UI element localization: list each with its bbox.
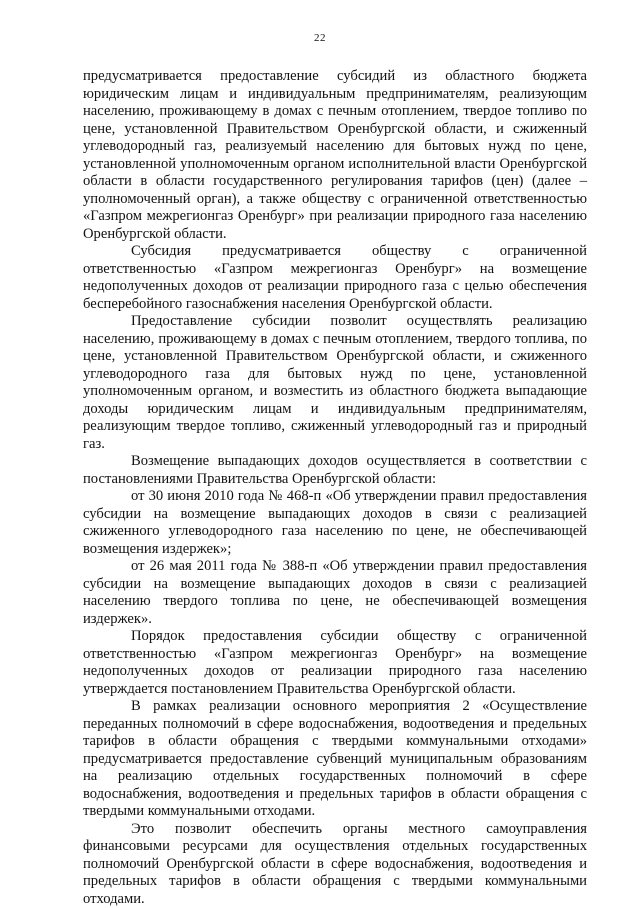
document-body [83,68,587,908]
paragraph: Субсидия предусматривается обществу с ограниченной ответственностью «Газпром межрегионгаз Оренбург» на возмещение недополученных доходов от реализации природного газа с целью обеспечения бесперебойного газоснабжения населения Оренбургской области. [83,243,587,313]
paragraph: Предоставление субсидии позволит осуществлять реализацию населению, проживающему в домах с печным отоплением, твердого топлива, по цене, установленной Правительством Оренбургской области, и сжиженного углеводородного газа для бытовых нужд по цене, установленной уполномоченным органом, и возместить из областного бюджета выпадающие доходы юридическим лицам и индивидуальным предпринимателям, реализующим твердое топливо, сжиженный углеводородный газ и природный газ. [83,313,587,453]
paragraph: от 26 мая 2011 года № 388-п «Об утверждении правил предоставления субсидии на возмещение выпадающих доходов в связи с реализацией населению твердого топлива по цене, не обеспечивающей возмещения издержек». [83,558,587,628]
page-number: 22 [0,32,640,44]
paragraph: В рамках реализации основного мероприятия 2 «Осуществление переданных полномочий в сфере водоснабжения, водоотведения и предельных тарифов в области обращения с твердыми коммунальными отходами» предусматривается предоставление субвенций муниципальным образованиям на реализацию отдельных государственных полномочий в сфере водоснабжения, водоотведения и предельных тарифов в области обращения с твердыми коммунальными отходами. [83,698,587,821]
paragraph: Это позволит обеспечить органы местного самоуправления финансовыми ресурсами для осуществления отдельных государственных полномочий Оренбургской области в сфере водоснабжения, водоотведения и предельных тарифов в области обращения с твердыми коммунальными отходами. [83,821,587,908]
paragraph: предусматривается предоставление субсидий из областного бюджета юридическим лицам и индивидуальным предпринимателям, реализующим населению, проживающему в домах с печным отоплением, твердое топливо по цене, установленной Правительством Оренбургской области, и сжиженный углеводородный газ, реализуемый населению для бытовых нужд по цене, установленной уполномоченным органом исполнительной власти Оренбургской области в области государственного регулирования тарифов (цен) (далее – уполномоченный орган), а также обществу с ограниченной ответственностью «Газпром межрегионгаз Оренбург» при реализации природного газа населению Оренбургской области. [83,68,587,243]
paragraph: Возмещение выпадающих доходов осуществляется в соответствии с постановлениями Правительства Оренбургской области: [83,453,587,488]
paragraph: от 30 июня 2010 года № 468-п «Об утверждении правил предоставления субсидии на возмещение выпадающих доходов в связи с реализацией сжиженного углеводородного газа населению по цене, не обеспечивающей возмещения издержек»; [83,488,587,558]
paragraph: Порядок предоставления субсидии обществу с ограниченной ответственностью «Газпром межрегионгаз Оренбург» на возмещение недополученных доходов от реализации природного газа населению утверждается постановлением Правительства Оренбургской области. [83,628,587,698]
